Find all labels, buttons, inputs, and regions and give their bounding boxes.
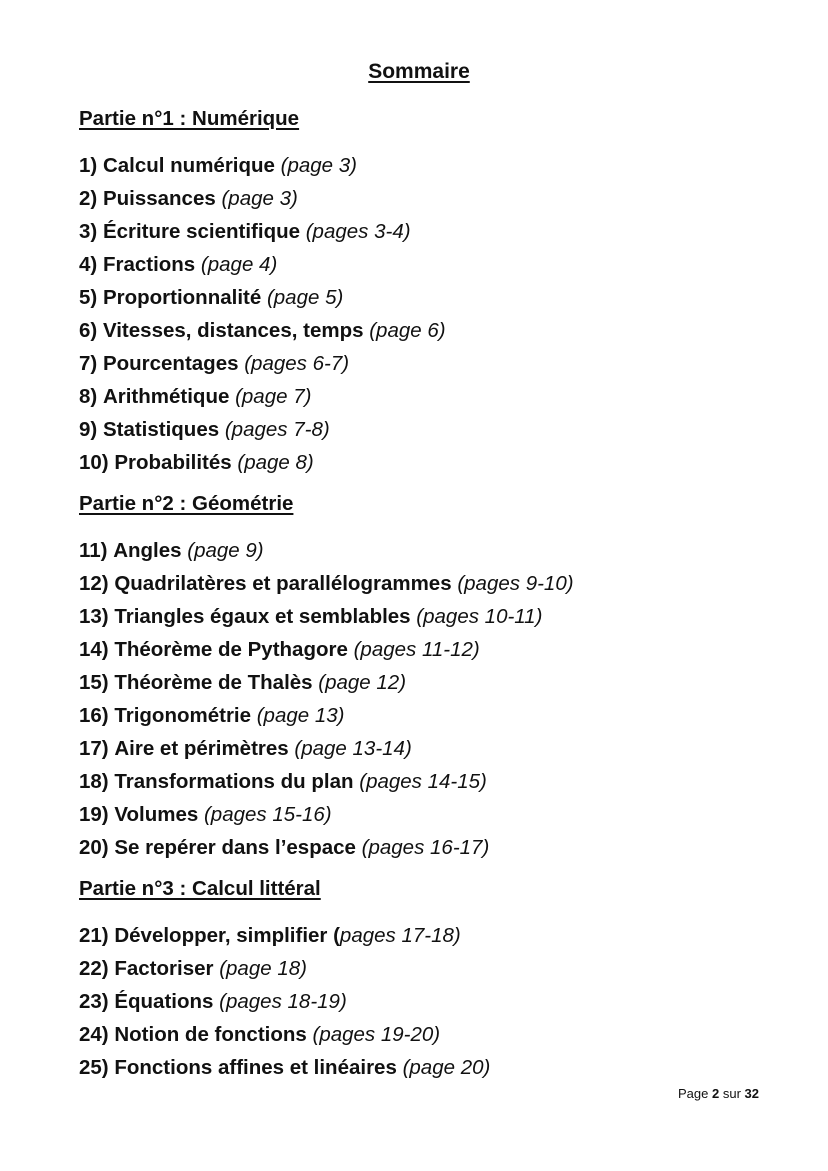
list-item — [79, 666, 574, 699]
item-number: 22) — [79, 957, 109, 980]
item-pages: (pages 15-16) — [203, 803, 332, 826]
item-number: 25) — [79, 1056, 109, 1079]
item-pages: (page 20) — [402, 1056, 491, 1079]
section-heading: Partie n°2 : Géométrie — [79, 492, 294, 515]
list-item — [79, 1018, 490, 1051]
item-label: Factoriser — [114, 957, 214, 980]
item-number: 9) — [79, 418, 98, 441]
section-geometrie — [79, 490, 574, 864]
item-label: Probabilités — [114, 451, 232, 474]
footer-of-word: sur — [722, 1086, 741, 1101]
item-pages: (page 3) — [221, 187, 298, 210]
item-pages: (page 3) — [280, 154, 358, 177]
item-label: Puissances — [102, 187, 216, 210]
footer-page-word: Page — [677, 1086, 709, 1101]
item-label: Aire et périmètres — [114, 737, 289, 760]
list-item — [79, 149, 446, 182]
item-pages: (page 5) — [266, 286, 344, 309]
item-label: Théorème de Pythagore — [114, 638, 348, 661]
item-pages: (pages 19-20) — [312, 1023, 441, 1046]
item-label: Statistiques — [102, 418, 220, 441]
list-item — [79, 985, 490, 1018]
item-list — [79, 919, 490, 1084]
list-item — [79, 831, 574, 864]
item-label: Vitesses, distances, temps — [102, 319, 364, 342]
list-item — [79, 347, 446, 380]
list-item — [79, 182, 446, 215]
item-label: Pourcentages — [102, 352, 239, 375]
item-label: Théorème de Thalès — [114, 671, 313, 694]
item-pages: (page 7) — [235, 385, 312, 408]
item-pages: (pages 10-11) — [416, 605, 543, 628]
item-pages: (page 4) — [200, 253, 278, 276]
item-pages: (page 18) — [219, 957, 307, 980]
item-label: Notion de fonctions — [114, 1023, 307, 1046]
item-number: 3) — [79, 220, 98, 243]
item-number: 6) — [79, 319, 98, 342]
list-item — [79, 633, 574, 666]
item-label: Transformations du plan — [114, 770, 354, 793]
item-label: Angles — [113, 539, 182, 562]
item-number: 10) — [79, 451, 109, 474]
list-item — [79, 1051, 490, 1084]
list-item — [79, 534, 574, 567]
item-pages: (page 9) — [187, 539, 264, 562]
list-item — [79, 248, 446, 281]
list-item — [79, 215, 446, 248]
section-heading: Partie n°3 : Calcul littéral — [79, 877, 321, 900]
item-label: Arithmétique — [102, 385, 230, 408]
item-pages: (pages 3-4) — [305, 220, 411, 243]
item-pages: (pages 18-19) — [219, 990, 347, 1013]
item-label: Volumes — [114, 803, 199, 826]
item-pages: (pages 16-17) — [361, 836, 490, 859]
item-number: 17) — [79, 737, 109, 760]
page-title: Sommaire — [368, 60, 470, 83]
item-pages: pages 17-18) — [339, 924, 461, 947]
list-item — [79, 413, 446, 446]
item-label: Fonctions affines et linéaires — [114, 1056, 397, 1079]
item-label: Se repérer dans l’espace — [114, 836, 356, 859]
item-pages: (pages 7-8) — [224, 418, 330, 441]
item-number: 8) — [79, 385, 98, 408]
item-number: 4) — [79, 253, 98, 276]
item-number: 18) — [79, 770, 109, 793]
list-item — [79, 732, 574, 765]
section-numerique — [79, 105, 446, 479]
item-number: 24) — [79, 1023, 109, 1046]
item-list — [79, 534, 574, 864]
item-number: 5) — [79, 286, 98, 309]
item-number: 15) — [79, 671, 109, 694]
item-pages: (pages 11-12) — [353, 638, 480, 661]
footer-current-page: 2 — [711, 1086, 720, 1101]
item-number: 12) — [79, 572, 109, 595]
item-number: 20) — [79, 836, 109, 859]
item-label: Développer, simplifier ( — [114, 924, 340, 947]
item-number: 2) — [79, 187, 98, 210]
list-item — [79, 314, 446, 347]
item-number: 1) — [79, 154, 98, 177]
item-label: Équations — [114, 990, 214, 1013]
list-item — [79, 446, 446, 479]
item-number: 14) — [79, 638, 109, 661]
item-number: 19) — [79, 803, 109, 826]
item-label: Triangles égaux et semblables — [114, 605, 411, 628]
section-heading: Partie n°1 : Numérique — [79, 107, 300, 130]
item-pages: (pages 9-10) — [457, 572, 574, 595]
item-pages: (page 12) — [318, 671, 407, 694]
section-calcul-litteral — [79, 875, 490, 1084]
item-pages: (page 6) — [369, 319, 446, 342]
item-number: 21) — [79, 924, 109, 947]
item-number: 23) — [79, 990, 109, 1013]
item-label: Proportionnalité — [102, 286, 262, 309]
footer-total-pages: 32 — [744, 1086, 759, 1101]
item-pages: (pages 14-15) — [359, 770, 487, 793]
list-item — [79, 699, 574, 732]
item-number: 11) — [79, 539, 108, 562]
item-label: Calcul numérique — [102, 154, 275, 177]
list-item — [79, 952, 490, 985]
item-number: 16) — [79, 704, 109, 727]
item-label: Quadrilatères et parallélogrammes — [114, 572, 452, 595]
page-footer — [678, 1086, 759, 1101]
item-label: Trigonométrie — [114, 704, 252, 727]
item-label: Fractions — [102, 253, 196, 276]
item-number: 13) — [79, 605, 109, 628]
item-pages: (page 8) — [237, 451, 314, 474]
list-item — [79, 281, 446, 314]
item-number: 7) — [79, 352, 98, 375]
item-pages: (page 13) — [256, 704, 345, 727]
list-item — [79, 567, 574, 600]
list-item — [79, 919, 490, 952]
list-item — [79, 798, 574, 831]
item-pages: (page 13-14) — [294, 737, 412, 760]
list-item — [79, 380, 446, 413]
item-list — [79, 149, 446, 479]
item-label: Écriture scientifique — [102, 220, 301, 243]
list-item — [79, 600, 574, 633]
item-pages: (pages 6-7) — [244, 352, 350, 375]
list-item — [79, 765, 574, 798]
